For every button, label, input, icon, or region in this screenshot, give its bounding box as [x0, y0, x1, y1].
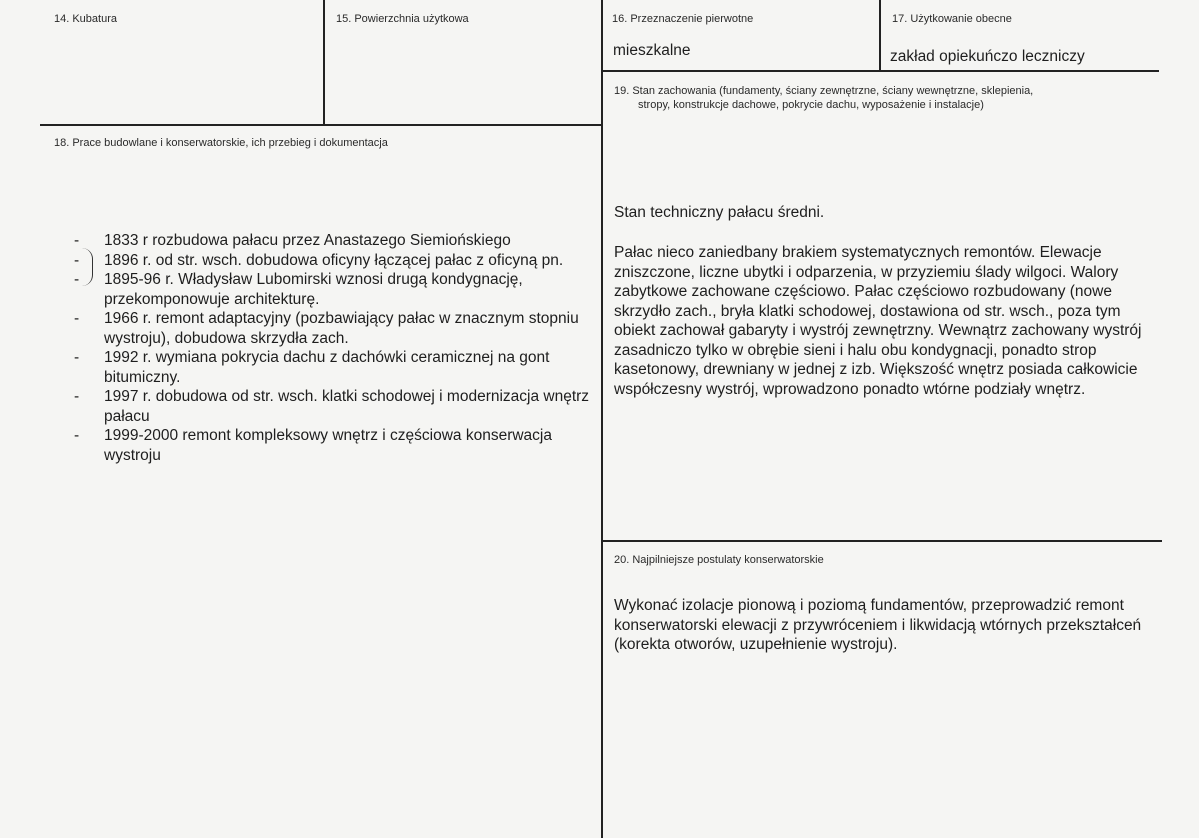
field-16-label: 16. Przeznaczenie pierwotne: [612, 13, 754, 25]
divider-19-20: [601, 540, 1162, 542]
divider-top-left-bottom: [40, 124, 601, 126]
list-item: - 1896 r. od str. wsch. dobudowa oficyny łączącej pałac z oficyną pn.: [74, 251, 564, 269]
field-18-label: 18. Prace budowlane i konserwatorskie, ich przebieg i dokumentacja: [54, 137, 388, 149]
field-20-label: 20. Najpilniejsze postulaty konserwatorskie: [614, 554, 824, 566]
construction-works-list: [74, 231, 594, 465]
list-item: - 1895-96 r. Władysław Lubomirski wznosi drugą kondygnację, przekomponowuje architekturę.: [74, 271, 523, 308]
condition-details: Pałac nieco zaniedbany brakiem systematycznych remontów. Elewacje zniszczone, liczne ubytki i odparzenia, w przyziemiu ślady wilgoci. Walory zabytkowe zachowane częściowo. Pałac częściowo rozbudowany (nowe skrzydło zach., bryła klatki schodowej, dostawiona od str. wsch., poza tym obiekt zachował gabaryty i wystrój zewnętrzny. Wewnątrz zachowany wystrój zasadniczo tylko w obrębie sieni i halu obu kondygnacji, ponadto strop kasetonowy, drewniany w jednej z izb. Większość wnętrz posiada całkowicie współczesny wystrój, wprowadzono ponadto wtórne podziały wnętrz.: [614, 244, 1142, 398]
divider-15-16: [601, 0, 603, 838]
field-19-label-line2: stropy, konstrukcje dachowe, pokrycie dachu, wyposażenie i instalacje): [638, 99, 984, 111]
field-17-value: zakład opiekuńczo leczniczy: [890, 48, 1085, 65]
field-15-label: 15. Powierzchnia użytkowa: [336, 13, 469, 25]
list-item: - 1833 r rozbudowa pałacu przez Anastazego Siemiońskiego: [74, 232, 511, 249]
list-item: - 1992 r. wymiana pokrycia dachu z dachówki ceramicznej na gont bitumiczny.: [74, 349, 550, 386]
condition-summary: Stan techniczny pałacu średni.: [614, 204, 825, 221]
field-17-label: 17. Użytkowanie obecne: [892, 13, 1012, 25]
list-item: - 1999-2000 remont kompleksowy wnętrz i częściowa konserwacja wystroju: [74, 427, 552, 464]
field-14-label: 14. Kubatura: [54, 13, 117, 25]
list-item: - 1966 r. remont adaptacyjny (pozbawiający pałac w znacznym stopniu wystroju), dobudowa skrzydła zach.: [74, 310, 579, 347]
list-item: - 1997 r. dobudowa od str. wsch. klatki schodowej i modernizacja wnętrz pałacu: [74, 388, 590, 425]
divider-16-17-bottom: [601, 70, 1159, 72]
field-19-label-line1: 19. Stan zachowania (fundamenty, ściany zewnętrzne, ściany wewnętrzne, sklepienia,: [614, 85, 1034, 97]
field-16-value: mieszkalne: [613, 42, 691, 59]
divider-16-17: [879, 0, 881, 72]
conservation-postulates-text: Wykonać izolacje pionową i poziomą fundamentów, przeprowadzić remont konserwatorski elewacji z przywróceniem i likwidacją wtórnych przekształceń (korekta otworów, uzupełnienie wystroju).: [614, 597, 1142, 653]
divider-14-15: [323, 0, 325, 125]
